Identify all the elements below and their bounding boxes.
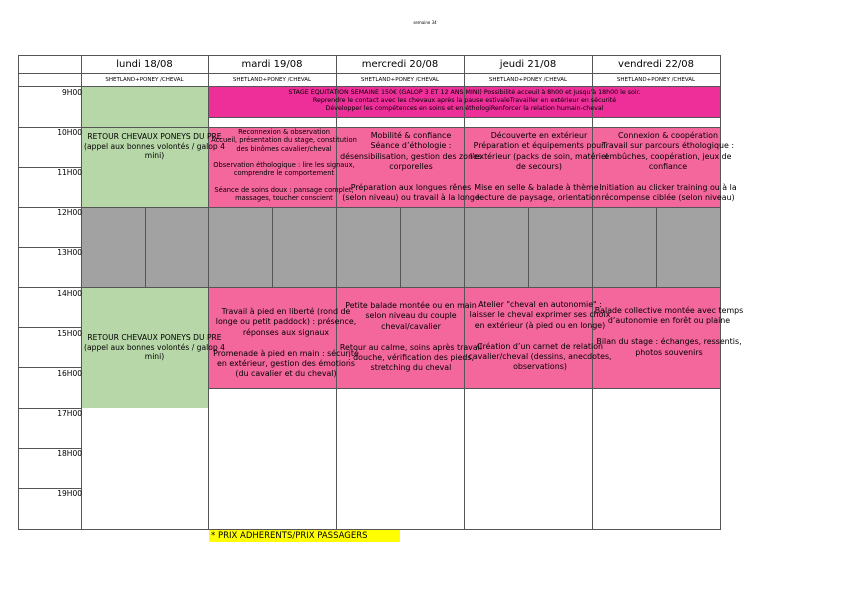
grid-line [528, 207, 529, 287]
stage-banner-line2: Reprendre le contact avec les chevaux après la pause estivaleTravailler en extérieur en sécurité [312, 97, 617, 104]
hour-label: 12H00 [57, 208, 82, 217]
stage-banner-line3: Développer les compétences en soins et en éthologiRenforcer la relation humain-cheval [325, 105, 604, 112]
grid-line [18, 86, 721, 87]
tuesday-morning-activity: Reconnexion & observation Accueil, présentation du stage, constitution des binômes cavalier/cheval Observation éthologique : lire les signaux, comprendre le comportement Séance de soins doux : pansage complet, massages, toucher conscient [211, 128, 357, 203]
grid-line [18, 327, 81, 328]
grid-line [18, 287, 721, 288]
hour-label: 11H00 [57, 168, 82, 177]
friday-afternoon-activity: Balade collective montée avec temps d’autonomie en forêt ou plaine Bilan du stage : échanges, ressentis, photos souvenirs [594, 306, 744, 357]
day-header-tuesday: mardi 19/08 [241, 59, 303, 70]
grid-line [720, 55, 721, 529]
wednesday-morning-activity: Mobilité & confiance Séance d’éthologie : désensibilisation, gestion des zones corporelles Préparation aux longues rênes (selon niveau) ou travail à la longe [340, 131, 482, 203]
hour-label: 17H00 [57, 409, 82, 418]
grid-line [145, 207, 146, 287]
grid-line [272, 207, 273, 287]
wednesday-afternoon-activity: Petite balade montée ou en main selon niveau du couple cheval/cavalier Retour au calme, soins après travail : douche, vérification des pieds, stretching du cheval [339, 301, 483, 373]
grid-line [208, 55, 209, 529]
day-subheader: SHETLAND+PONEY /CHEVAL [616, 77, 696, 83]
day-subheader: SHETLAND+PONEY /CHEVAL [105, 77, 184, 83]
tuesday-afternoon-activity: Travail à pied en liberté (rond de longe ou petit paddock) : présence, réponses aux signaux Promenade à pied en main : sécurité en extérieur, gestion des émotions (du cavalier et du cheval) [213, 307, 359, 379]
grid-line [464, 55, 465, 529]
monday-morning-text: RETOUR CHEVAUX PONEYS DU PRE (appel aux bonnes volontés / galop 4 mini) [84, 132, 225, 161]
monday-afternoon-text: RETOUR CHEVAUX PONEYS DU PRE (appel aux bonnes volontés / galop 4 mini) [84, 333, 225, 362]
price-legend: * PRIX ADHERENTS/PRIX PASSAGERS [209, 530, 400, 542]
grid-line [18, 367, 81, 368]
grid-line [592, 55, 593, 529]
day-header-wednesday: mercredi 20/08 [361, 59, 439, 70]
hour-label: 18H00 [57, 449, 82, 458]
day-subheader: SHETLAND+PONEY /CHEVAL [488, 77, 568, 83]
hour-label: 10H00 [57, 128, 82, 137]
hour-label: 9H00 [62, 88, 82, 97]
grid-line [18, 127, 721, 128]
grid-line [18, 207, 721, 208]
hour-label: 13H00 [57, 248, 82, 257]
day-header-monday: lundi 18/08 [116, 59, 173, 70]
day-subheader: SHETLAND+PONEY /CHEVAL [360, 77, 440, 83]
hour-label: 14H00 [57, 289, 82, 298]
day-header-friday: vendredi 22/08 [618, 59, 694, 70]
grid-line [400, 207, 401, 287]
hour-label: 19H00 [57, 489, 82, 498]
thursday-morning-activity: Découverte en extérieur Préparation et équipements pour l’extérieur (packs de soin, matériel de secours) Mise en selle & balade à thème : lecture de paysage, orientation [469, 131, 608, 203]
thursday-afternoon-activity: Atelier "cheval en autonomie" : laisser le cheval exprimer ses choix en extérieur (à pied ou en longe) Création d’un carnet de relation cavalier/cheval (dessins, anecdotes, observations) [468, 300, 612, 372]
day-subheader: SHETLAND+PONEY /CHEVAL [232, 77, 312, 83]
grid-line [18, 55, 19, 529]
day-header-thursday: jeudi 21/08 [499, 59, 557, 70]
friday-morning-activity: Connexion & coopération Travail sur parcours éthologique : embûches, coopération, jeux de confiance Initiation au clicker training ou à la récompense ciblée (selon niveau) [599, 131, 737, 203]
lunch-break-block [81, 208, 721, 288]
stage-banner-line1: STAGE EQUITATION SEMAINE 150€ (GALOP 3 ET 12 ANS MINI) Possibilité acceuil à 8h00 et jusqu'à 18h00 le soir. [288, 89, 641, 96]
week-title: semaine 34 [413, 20, 437, 25]
grid-line [656, 207, 657, 287]
hour-label: 16H00 [57, 369, 82, 378]
hour-label: 15H00 [57, 329, 82, 338]
grid-line [336, 55, 337, 529]
